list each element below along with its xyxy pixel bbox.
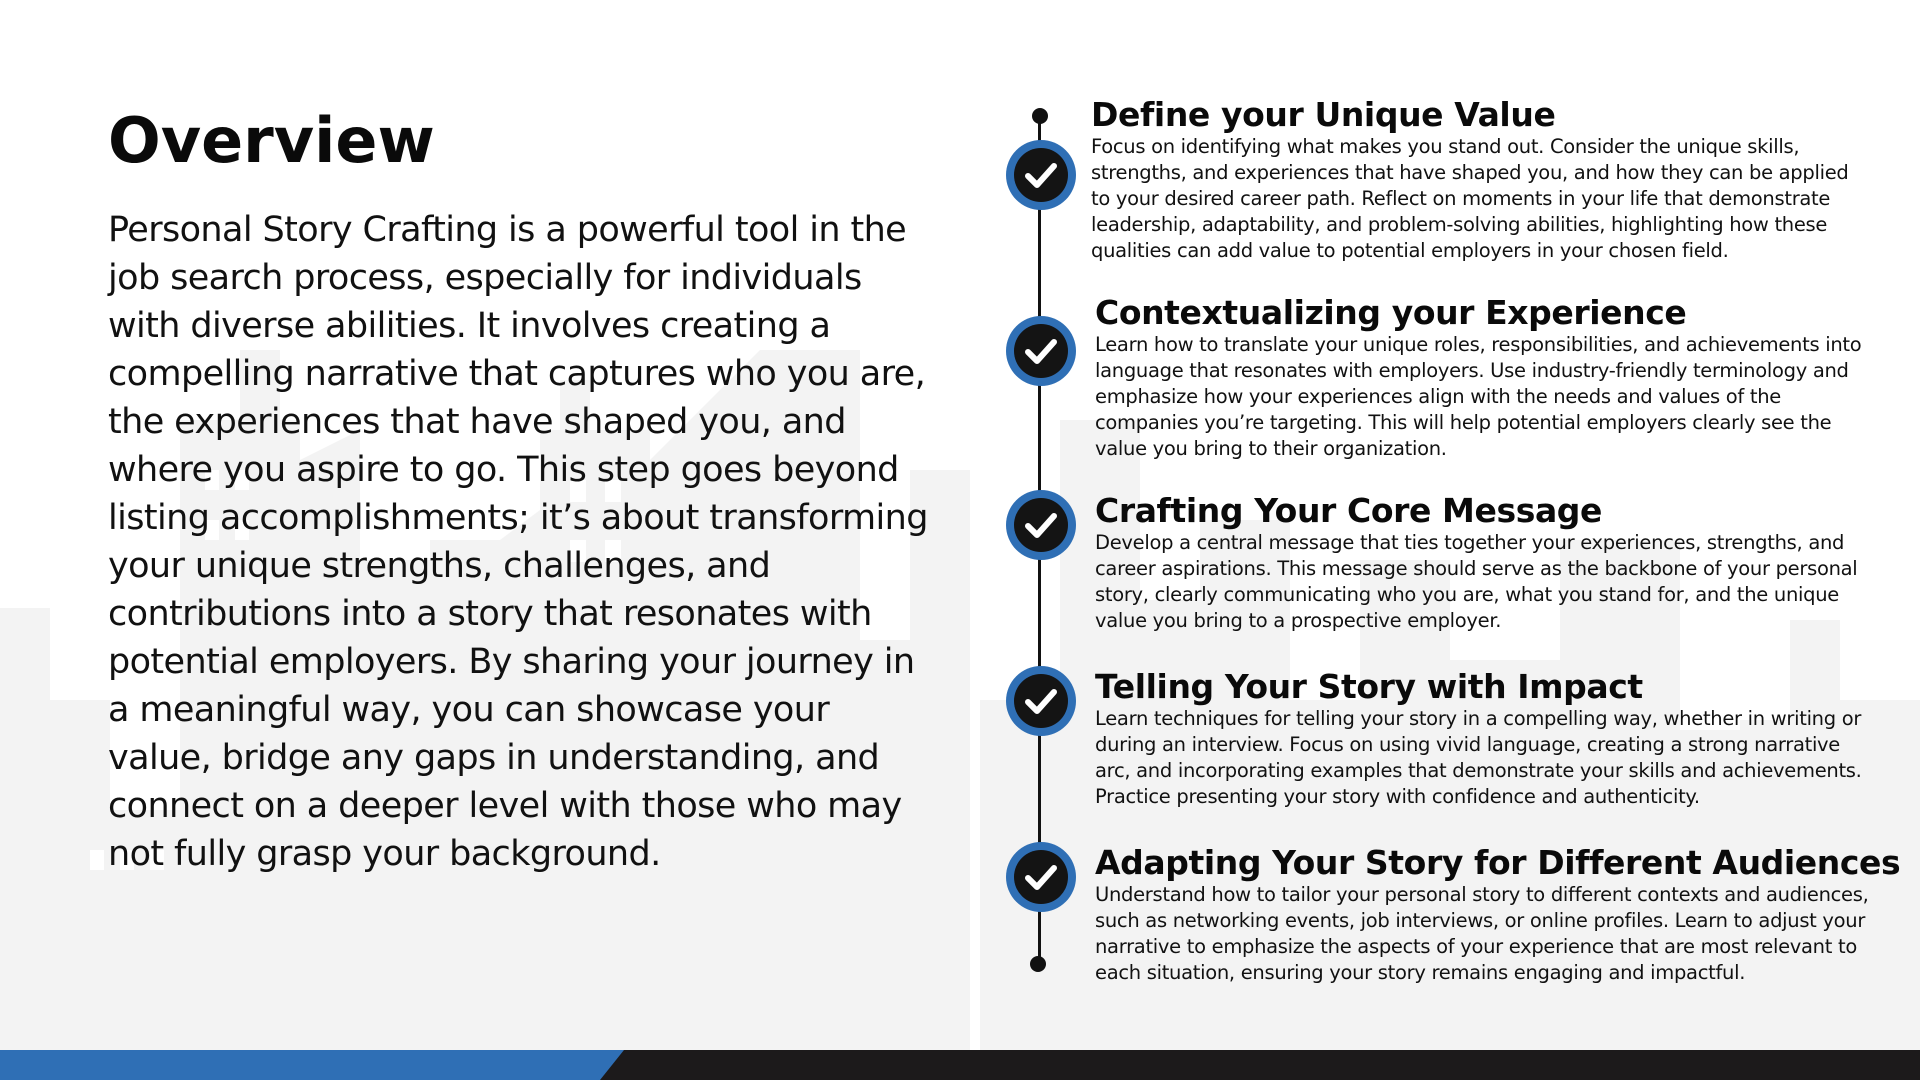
step-description: Focus on identifying what makes you stand out. Consider the unique skills, strengths, and experiences that have shaped you, and how they can be applied to your desired career path. Reflect on moments in your life that demonstrate leadership, adaptability, and problem-solving abilities, highlighting how these qualities can add value to potential employers in your chosen field. — [1091, 135, 1849, 262]
step-title: Contextualizing your Experience — [1095, 293, 1687, 332]
timeline-start-dot — [1032, 108, 1048, 124]
timeline-step — [1095, 294, 1875, 462]
step-title: Crafting Your Core Message — [1095, 491, 1603, 530]
step-description: Learn how to translate your unique roles, responsibilities, and achievements into language that resonates with employers. Use industry-friendly terminology and emphasize how your experiences align with the needs and values of the companies you’re targeting. This will help potential employers clearly see the value you bring to their organization. — [1095, 333, 1862, 460]
footer-bar-blue — [0, 1050, 640, 1080]
step-title: Telling Your Story with Impact — [1095, 667, 1643, 706]
check-circle-icon — [1006, 140, 1076, 210]
step-description: Learn techniques for telling your story in a compelling way, whether in writing or during an interview. Focus on using vivid language, creating a strong narrative arc, and incorporating examples that demonstrate your skills and achievements. Practice presenting your story with confidence and authenticity. — [1095, 707, 1862, 808]
timeline-step — [1095, 668, 1875, 810]
step-description: Develop a central message that ties together your experiences, strengths, and career aspirations. This message should serve as the backbone of your personal story, clearly communicating who you are, what you stand for, and the unique value you bring to a prospective employer. — [1095, 531, 1858, 632]
timeline-step — [1095, 843, 1901, 986]
timeline-step — [1091, 96, 1871, 264]
timeline-step — [1095, 492, 1875, 634]
check-circle-icon — [1006, 316, 1076, 386]
step-title: Adapting Your Story for Different Audiences — [1095, 843, 1901, 882]
timeline-end-dot — [1030, 956, 1046, 972]
footer-bar-dark — [600, 1050, 1920, 1080]
step-title: Define your Unique Value — [1091, 95, 1556, 134]
step-description: Understand how to tailor your personal story to different contexts and audiences, such as networking events, job interviews, or online profiles. Learn to adjust your narrative to emphasize the aspects of your experience that are most relevant to each situation, ensuring your story remains engaging and impactful. — [1095, 883, 1869, 984]
check-circle-icon — [1006, 666, 1076, 736]
overview-paragraph: Personal Story Crafting is a powerful tool in the job search process, especially for individuals with diverse abilities. It involves creating a compelling narrative that captures who you are, the experiences that have shaped you, and where you aspire to go. This step goes beyond listing accomplishments; it’s about transforming your unique strengths, challenges, and contributions into a story that resonates with potential employers. By sharing your journey in a meaningful way, you can showcase your value, bridge any gaps in understanding, and connect on a deeper level with those who may not fully grasp your background. — [108, 210, 928, 874]
check-circle-icon — [1006, 842, 1076, 912]
page-title: Overview — [108, 104, 435, 177]
check-circle-icon — [1006, 490, 1076, 560]
